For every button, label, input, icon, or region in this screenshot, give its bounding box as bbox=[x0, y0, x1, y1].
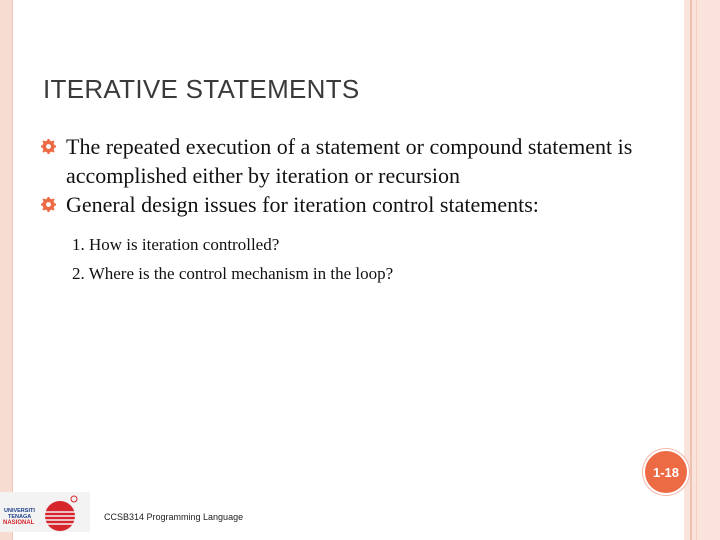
university-logo bbox=[0, 492, 90, 532]
bullet-item bbox=[40, 132, 660, 190]
left-decor-line bbox=[12, 0, 13, 540]
left-decor-band bbox=[0, 0, 12, 540]
sub-list-item: 2. Where is the control mechanism in the loop? bbox=[72, 264, 394, 283]
bullet-text: General design issues for iteration control statements: bbox=[66, 192, 539, 217]
page-number: 1-18 bbox=[652, 464, 680, 480]
bullet-list bbox=[40, 132, 660, 219]
bullet-text: The repeated execution of a statement or compound statement is accomplished either by iteration or recursion bbox=[66, 134, 633, 188]
right-decor-line bbox=[690, 0, 692, 540]
sub-list-item: 1. How is iteration controlled? bbox=[72, 235, 280, 254]
page-number-badge bbox=[643, 449, 689, 495]
slide-title: ITERATIVE STATEMENTS bbox=[43, 74, 360, 104]
svg-text:NASIONAL: NASIONAL bbox=[3, 520, 35, 526]
right-decor-line-thin bbox=[696, 0, 697, 540]
svg-text:TENAGA: TENAGA bbox=[8, 514, 32, 520]
svg-text:UNIVERSITI: UNIVERSITI bbox=[4, 508, 35, 514]
sub-bullet-list bbox=[72, 230, 632, 288]
bullet-item bbox=[40, 190, 660, 219]
footer-course-name: CCSB314 Programming Language bbox=[104, 512, 244, 522]
gear-icon bbox=[41, 139, 56, 154]
gear-icon bbox=[41, 197, 56, 212]
